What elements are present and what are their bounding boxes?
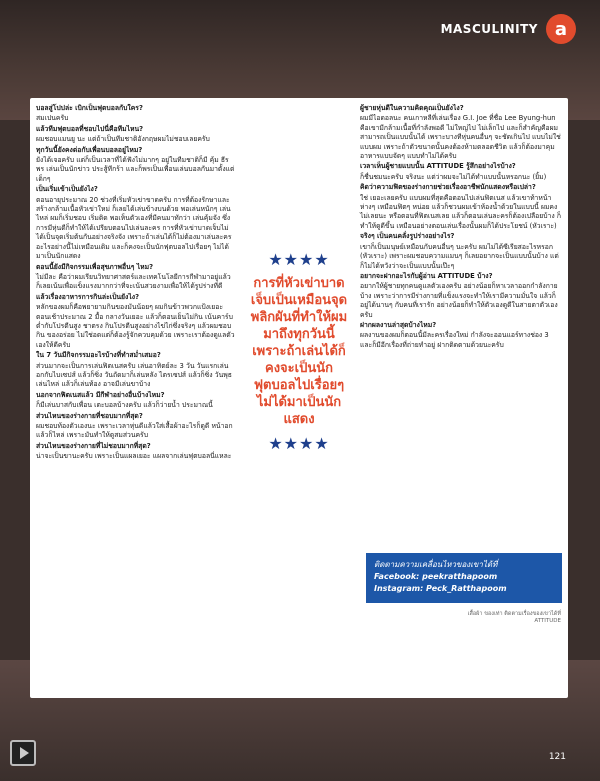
photo-credit: เสื้อผ้า ของเท่า ติดตามเรื่องของเขาได้ที่ ATTITUDE [467,611,561,624]
interview-answer: น่าจะเป็นขานะครับ เพราะเป็นแผลเยอะ แผลจากเล่นฟุตบอลนี่แหละ [36,452,232,461]
interview-answer: ตอนอายุประมาณ 20 ช่วงที่เริ่มหัวเข่าขาดครับ การที่ต้องรักษาและสร้างกล้ามเนื้อหัวเข่าใหม่ ก็เลยได้เล่นข้างบนด้วย พอเล่นหนักๆ เล่นไหล่ ผมก็เริ่มชอบ เริ่มติด พอเห็นตัวเองที่มีคนมาทักว่า เล่นคุ้มจัง ซึ่งการมีหุ่นดีก็ทำให้ได้เปรียบตอนไปเล่นละคร การที่หัวเข่าบาดเจ็บไม่ได้เป็นจุดเริ่มต้นกันอย่างจริงจัง เพราะถ้าเล่นได้ก็ไม่ต้องมาเล่นละครอะไรอย่างนี้ไม่เหมือนเดิม และก็คงจะเป็นนักฟุตบอลไปเรื่อยๆ ไม่ได้มาเป็นนักแสดง [36,195,232,261]
interview-answer: ก็มีเล่นบาสกับเพื่อน เตะบอลบ้างครับ แล้วก็ว่ายน้ำ ประมาณนี้ [36,401,213,410]
magazine-logo: a [546,14,576,44]
interview-answer: ผมมีไอดอลนะ คนเกาหลีที่เล่นเรื่อง G.I. Joe ที่ชื่อ Lee Byung-hun คือเขามีกล้ามเนื้อที่กำลังพอดี ไม่ใหญ่ไป ไม่เล็กไป และก็สำคัญคือผมสามารถเป็นแบบนั้นได้ เพราะบางทีหุ่นคนอื่นๆ จะชัดเกินไป แบบไม่ใช่แบบผม เพราะถ้าตัวขนาดนั้นคงต้องห้ามตลอดชีวิต แล้วก็ต้องมาคุมอาหารแบบจัดๆ แบบทำไม่ได้ครับ [360,114,561,161]
interview-answer: ผมชอบท้องตัวเองนะ เพราะเวลาหุ่นดีแล้วใส่เสื้อผ้าอะไรก็ดูดี หน้าอกแล้วก็ไหล่ เพราะมันทำให้ดูสมส่วนครับ [36,422,233,440]
interview-answer: ผมชอบแมนยู นะ แต่ถ้าเป็นทีมชาติอังกฤษผมไม่ชอบเลยครับ [36,135,210,144]
interview-question: ส่วนไหนของร่างกายที่ชอบมากที่สุด? [36,411,143,420]
interview-question: อยากจะฝากอะไรกับผู้อ่าน ATTITUDE บ้าง? [360,271,493,280]
interview-question: ตอนนี้ยังมีกิจกรรมเพื่อสุขภาพอื่นๆ ไหม? [36,262,154,271]
interview-question: แล้วเรื่องอาหารการกินล่ะเป็นยังไง? [36,292,140,301]
page-number: 121 [548,752,566,762]
pull-quote-text: การที่หัวเข่าบาดเจ็บเป็นเหมือนจุดพลิกผันที่ทำให้ผมมาถึงทุกวันนี้ เพราะถ้าเล่นได้ก็คงจะเป็นนักฟุตบอลไปเรื่อยๆ ไม่ได้มาเป็นนักแสดง [250,276,348,427]
social-info-box [366,553,562,603]
interview-answer: ผลงานของผมก็ตอนนี้มีละครเรื่องใหม่ กำลังจะออนแอร์ทางช่อง 3 และก็มีอีกเรื่องที่ถ่ายทำอยู่ ฝากติดตามด้วยนะครับ [360,331,549,349]
interview-answer: ยังได้เจอครับ แต่ก็เป็นเวลาที่ได้ฟังไม่มากๆ อยู่ในทีมชาติก็มี คุ้ม ธีรพร เล่นเป็นนักข่าว ประสู้ทีกร้า และก็พรเป็นเพื่อนเล่นบอลกันมาตั้งแต่เด็กๆ [36,156,235,183]
left-column [36,104,236,463]
interview-question: ส่วนไหนของร่างกายที่ไม่ชอบมากที่สุด? [36,441,151,450]
interview-question: คิดว่าความฟิตของร่างกายช่วยเรื่องอาชีพนักแสดงหรือเปล่า? [360,183,536,192]
play-icon[interactable] [10,740,36,766]
pull-quote [249,250,349,453]
right-column [360,104,562,351]
interview-answer: อยากให้ผู้ชายทุกคนดูแลตัวเองครับ อย่างน้อยก็หาเวลาออกกำลังกายบ้าง เพราะว่าการมีร่างกายที่แข็งแรงจะทำให้เรามีความมั่นใจ แล้วก็อยู่ได้นานๆ กับคนที่เรารัก อย่างน้อยก็ทำให้ตัวเองดูดีในสายตาตัวเองครับ [360,282,558,319]
interview-answer: ไม่มีละ คือว่าผมเรียนวิทยาศาสตร์และเทคโนโลยีการกีฬามาอยู่แล้ว ก็เลยเน้นเพื่อแข็งแรงมากกว่าที่จะเน้นสวยงามเพื่อให้ได้รูปร่างที่ดี [36,272,231,291]
interview-answer: ใช่ เยอะเลยครับ แบบผมที่สุดคือตอนไปเล่นฟิตเนส แล้วเขาท้าหน้าห่างๆ เหมือนฟิตๆ หน่อย แล้วก็ชวนผมเข้าห้องน้ำด้วยในแบบนี้ ผมคงไม่เลยนะ หรือตอนที่ฟิตเนสเลย แล้วก็ตอนเล่นละครก็ต้องเปลือยบ้าง ก็ทำให้ดูดีขึ้น เหมือนอย่างตอนเล่นเรื่องนั้นผมก็ได้ประโยชน์ (หัวเราะ) [360,193,561,230]
interview-answer: ก็ชื่นชมนะครับ จริงนะ แต่ว่าผมจะไม่ได้ทำแบบนั้นหรอกนะ (ยิ้ม) [360,172,547,181]
interview-question: บอลสู่โปปล่ะ เบิกเป็นฟุตบอลกับใคร? [36,104,143,112]
interview-answer: สมเปนครับ [36,114,69,123]
interview-question: นอกจากฟิตเนสแล้ว มีกีฬาอย่างอื่นบ้างไหม? [36,390,165,399]
section-label: MASCULINITY [440,22,538,36]
stars-top: ★★★★ [268,250,330,269]
stars-bottom: ★★★★ [268,434,330,453]
interview-answer: หลักของผมก็คือพยายามกินของมันน้อยๆ ผมกินข้าวพวกแป้งเยอะตอนเช้าประมาณ 2 มื้อ กลางวันเยอะ แล้วก็ตอนเย็นไม่กิน เน้นคาร์บต่ำกับโปรตีนสูง ชาตรง กินโปรตีนสูงอย่างไข่ไก่ซึ่งจริงๆ แล้วผมชอบกิน ของอร่อย ไม่ใช่อดแต่ก็ต้องรู้จักควบคุมด้วย เพราะเราต้องดูแลตัวเองให้ดีครับ [36,303,235,349]
interview-question: เวลาเห็นผู้ชายแบบนั้น ATTITUDE รู้สึกอย่างไรบ้าง? [360,162,516,171]
interview-question: แล้วทีมฟุตบอลที่ชอบไปนี่คือทีมไหน? [36,124,144,133]
interview-answer: เขาก็เป็นมนุษย์เหมือนกับคนอื่นๆ นะครับ ผมไม่ได้ซีเรียสอะไรหรอก (หัวเราะ) เพราะผมชอบความแมนๆ ก็เลยอยากจะเป็นแบบนั้นบ้าง แต่ก็ไม่ได้หวังว่าจะเป็นแบบนั้นเป๊ะๆ [360,242,559,270]
facebook-handle[interactable]: Facebook: peekratthapoom [374,572,498,581]
interview-question: จริงๆ เป็นคนคลั่งรูปร่างอย่างไร? [360,232,455,241]
interview-question: เป็นเริ่มเข้าเป็นยังไง? [36,185,98,194]
interview-question: ใน 7 วันมีกิจกรรมอะไรบ้างที่ทำสม่ำเสมอ? [36,351,161,360]
interview-question: ฝากผลงานล่าสุดบ้างไหม? [360,320,437,329]
instagram-handle[interactable]: Instagram: Peck_Ratthapoom [374,584,507,593]
interview-question: ผู้ชายหุ่นดีในความคิดคุณเป็นยังไง? [360,104,464,112]
follow-label: ติดตามความเคลื่อนไหวของเขาได้ที่ [374,560,498,569]
interview-answer: ส่วนมากจะเป็นการเล่นฟิตเนสครับ เล่นอาทิตย์ละ 3 วัน วันแรกเล่นอกกับไบเซปส์ แล้วก็ซิ่ง วันถัดมาก็เล่นหลัง ไตรเซปส์ แล้วก็ซิ่ง วันพุธเล่นไหล่ แล้วก็เล่นท้อง อาจมีเล่นขาบ้าง [36,361,232,389]
interview-question: ทุกวันนี้ยังคงต่อกับเพื่อนบอลอยู่ไหม? [36,145,143,154]
